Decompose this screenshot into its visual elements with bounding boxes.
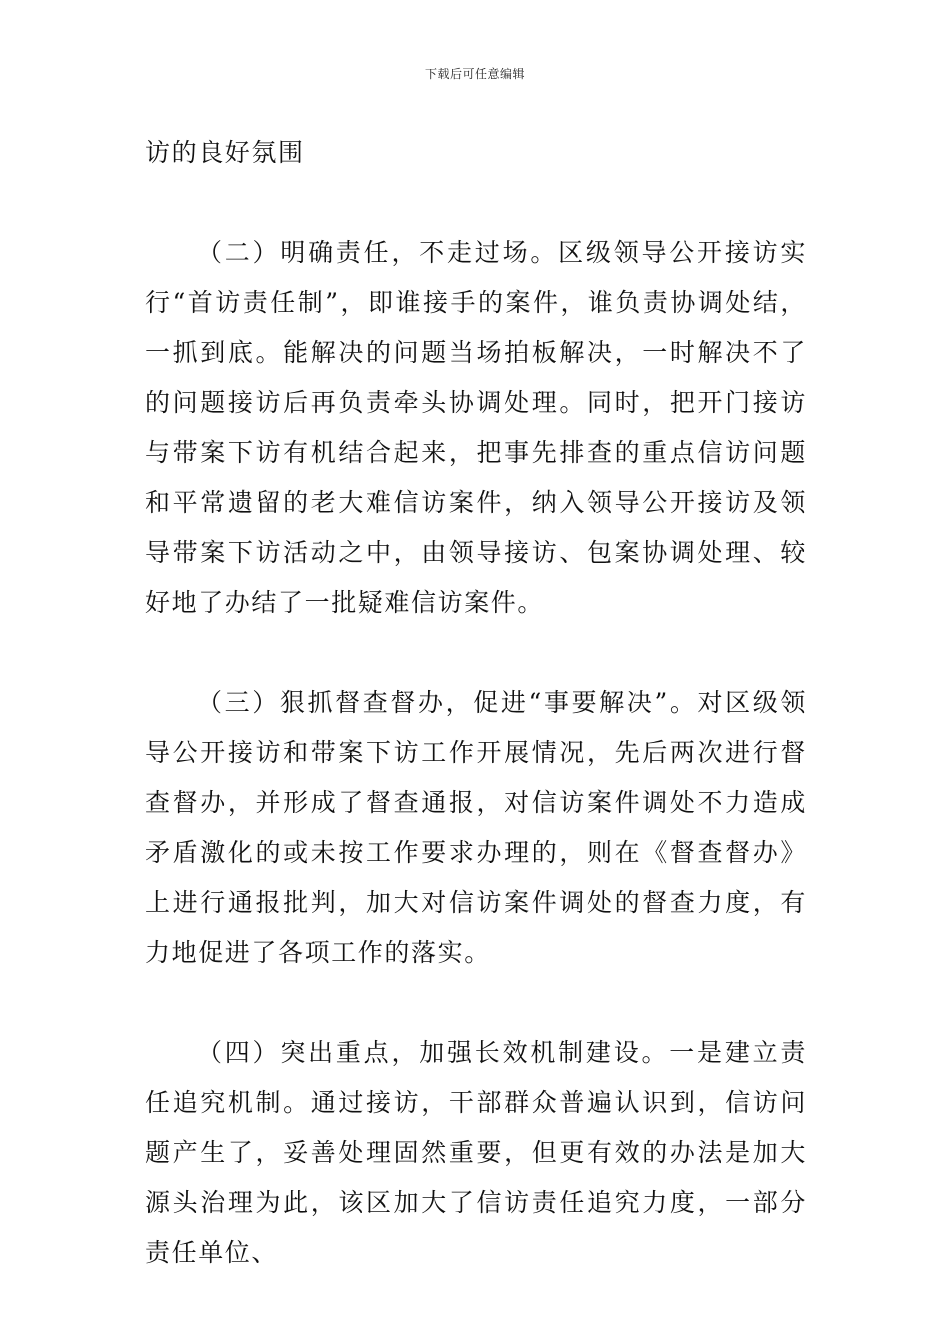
paragraph-spacer: [145, 178, 807, 228]
paragraph-spacer: [145, 978, 807, 1028]
paragraph-spacer: [145, 628, 807, 678]
header-note: 下载后可任意编辑: [424, 67, 525, 81]
paragraph-2: （二）明确责任，不走过场。区级领导公开接访实行“首访责任制”，即谁接手的案件，谁负责协调处结，一抓到底。能解决的问题当场拍板解决，一时解决不了的问题接访后再负责牵头协调处理。同时，把开门接访与带案下访有机结合起来，把事先排查的重点信访问题和平常遗留的老大难信访案件，纳入领导公开接访及领导带案下访活动之中，由领导接访、包案协调处理、较好地了办结了一批疑难信访案件。: [145, 238, 807, 617]
paragraph-1: 访的良好氛围: [145, 138, 305, 167]
document-body: [145, 128, 807, 1278]
paragraph-3: （三）狠抓督查督办，促进“事要解决”。对区级领导公开接访和带案下访工作开展情况，先后两次进行督查督办，并形成了督查通报，对信访案件调处不力造成矛盾激化的或未按工作要求办理的，则在《督查督办》上进行通报批判，加大对信访案件调处的督查力度，有力地促进了各项工作的落实。: [145, 688, 807, 967]
paragraph-4: （四）突出重点，加强长效机制建设。一是建立责任追究机制。通过接访，干部群众普遍认识到，信访问题产生了，妥善处理固然重要，但更有效的办法是加大源头治理为此，该区加大了信访责任追究力度，一部分责任单位、: [145, 1038, 807, 1267]
